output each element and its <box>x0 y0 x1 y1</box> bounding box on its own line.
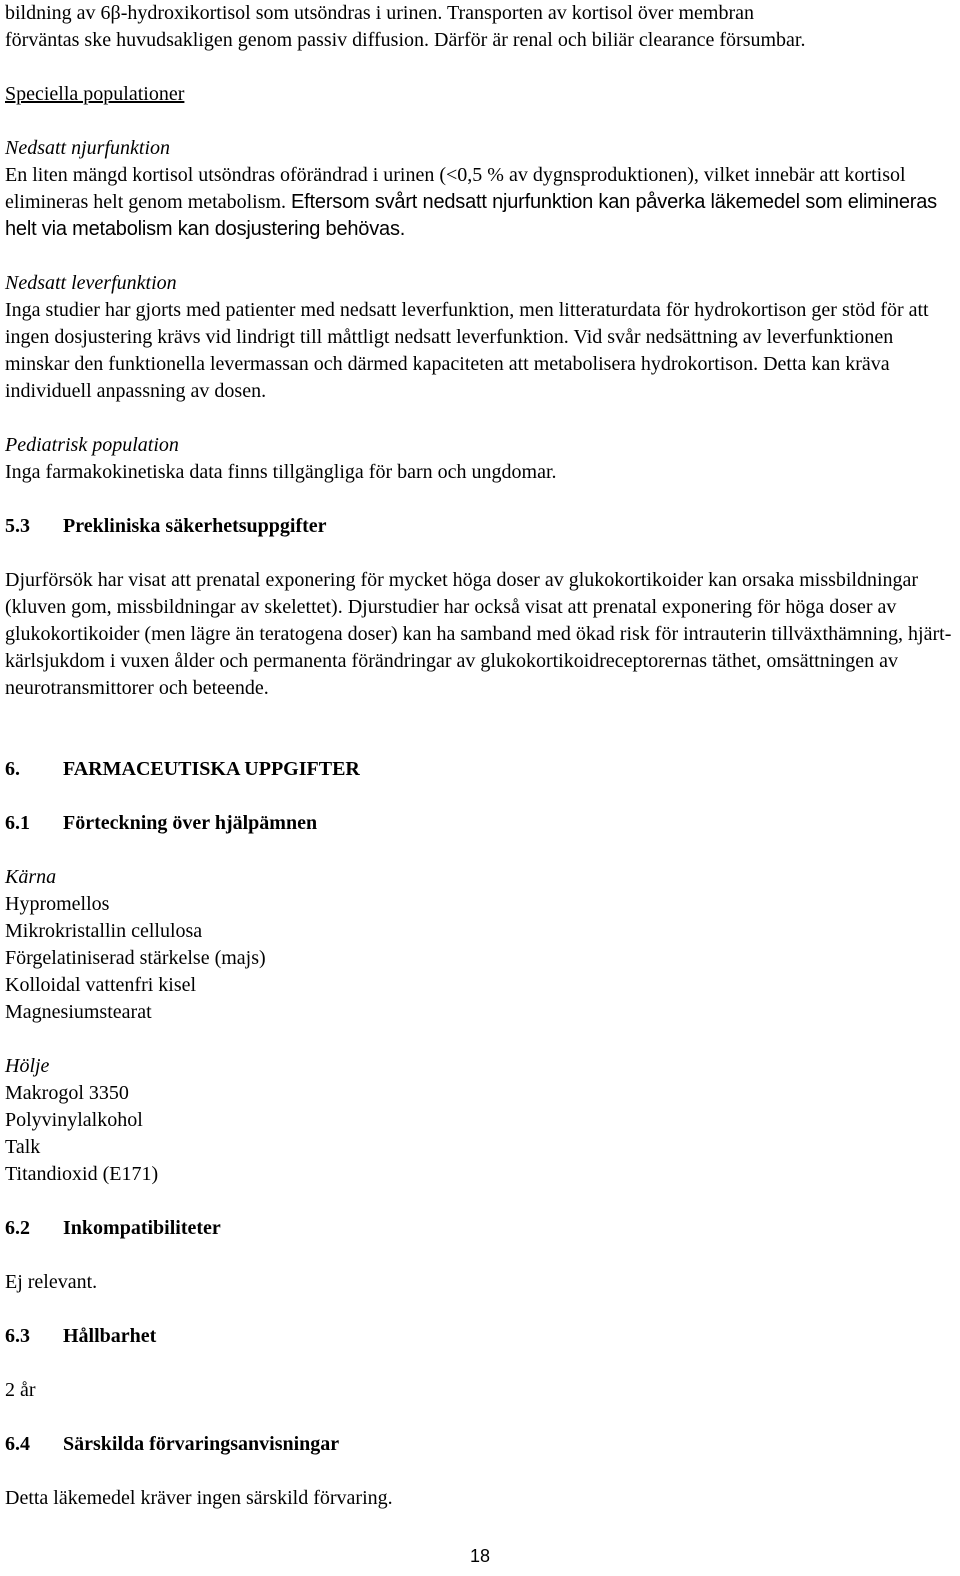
renal-text-sans: Eftersom svårt nedsatt njurfunktion kan påverka läkemedel som elimineras helt via metabolism kan dosjustering behövas. <box>5 191 937 240</box>
intro-line-2: förväntas ske huvudsakligen genom passiv diffusion. Därför är renal och biliär clearance försumbar. <box>5 29 806 51</box>
renal-text-serif: En liten mängd kortisol utsöndras oförändrad i urinen (<0,5 % av dygnsproduktionen), vilket innebär att kortisol elimineras helt genom metabolism. <box>5 164 906 213</box>
coating-subtitle: Hölje <box>5 1055 50 1077</box>
section-title: Särskilda förvaringsanvisningar <box>63 1433 340 1455</box>
section-6-4-heading <box>5 1431 955 1458</box>
preclinical-paragraph: Djurförsök har visat att prenatal exponering för mycket höga doser av glukokortikoider kan orsaka missbildningar (kluven gom, missbildningar av skelettet). Djurstudier har också visat att prenatal exponering för höga doser av glukokortikoider (men lägre än teratogena doser) kan ha samband med ökad risk för intrauterin tillväxthämning, hjärt-kärlsjukdom i vuxen ålder och permanenta förändringar av glukokortikoidreceptorernas täthet, omsättningen av neurotransmittorer och beteende. <box>5 569 952 699</box>
section-title: Förteckning över hjälpämnen <box>63 812 318 834</box>
section-6-1-heading <box>5 810 955 837</box>
shelf-life-text: 2 år <box>5 1379 36 1401</box>
hepatic-subtitle: Nedsatt leverfunktion <box>5 272 177 294</box>
section-number: 6.3 <box>5 1325 30 1347</box>
renal-paragraph <box>5 162 955 243</box>
section-5-3-heading <box>5 513 955 540</box>
section-6-2-heading <box>5 1215 955 1242</box>
page-number: 18 <box>469 1546 491 1566</box>
section-title: Inkompatibiliteter <box>63 1217 221 1239</box>
storage-text: Detta läkemedel kräver ingen särskild förvaring. <box>5 1487 393 1509</box>
section-number: 6. <box>5 758 20 780</box>
section-number: 6.1 <box>5 812 30 834</box>
list-item: Makrogol 3350 <box>5 1082 129 1104</box>
special-populations-title: Speciella populationer <box>5 83 185 105</box>
section-title: Prekliniska säkerhetsuppgifter <box>63 515 327 537</box>
list-item: Hypromellos <box>5 893 110 915</box>
list-item: Talk <box>5 1136 41 1158</box>
pediatric-subtitle: Pediatrisk population <box>5 434 179 456</box>
section-number: 6.4 <box>5 1433 30 1455</box>
pediatric-paragraph: Inga farmakokinetiska data finns tillgängliga för barn och ungdomar. <box>5 461 557 483</box>
intro-line-1: bildning av 6β-hydroxikortisol som utsöndras i urinen. Transporten av kortisol över membran <box>5 2 754 24</box>
document-page <box>5 0 955 1566</box>
renal-subtitle: Nedsatt njurfunktion <box>5 137 170 159</box>
list-item: Förgelatiniserad stärkelse (majs) <box>5 947 266 969</box>
section-number: 5.3 <box>5 515 30 537</box>
incompatibilities-text: Ej relevant. <box>5 1271 98 1293</box>
core-subtitle: Kärna <box>5 866 57 888</box>
hepatic-paragraph: Inga studier har gjorts med patienter med nedsatt leverfunktion, men litteraturdata för hydrokortison ger stöd för att ingen dosjustering krävs vid lindrigt till måttligt nedsatt leverfunktion. Vid svår nedsättning av leverfunktionen minskar den funktionella levermassan och därmed kapaciteten att metabolisera hydrokortison. Detta kan kräva individuell anpassning av dosen. <box>5 299 929 402</box>
list-item: Polyvinylalkohol <box>5 1109 143 1131</box>
list-item: Magnesiumstearat <box>5 1001 152 1023</box>
list-item: Kolloidal vattenfri kisel <box>5 974 197 996</box>
list-item: Mikrokristallin cellulosa <box>5 920 203 942</box>
section-title: Hållbarhet <box>63 1325 157 1347</box>
list-item: Titandioxid (E171) <box>5 1163 159 1185</box>
section-title: FARMACEUTISKA UPPGIFTER <box>63 758 360 780</box>
section-number: 6.2 <box>5 1217 30 1239</box>
section-6-heading <box>5 756 955 783</box>
section-6-3-heading <box>5 1323 955 1350</box>
